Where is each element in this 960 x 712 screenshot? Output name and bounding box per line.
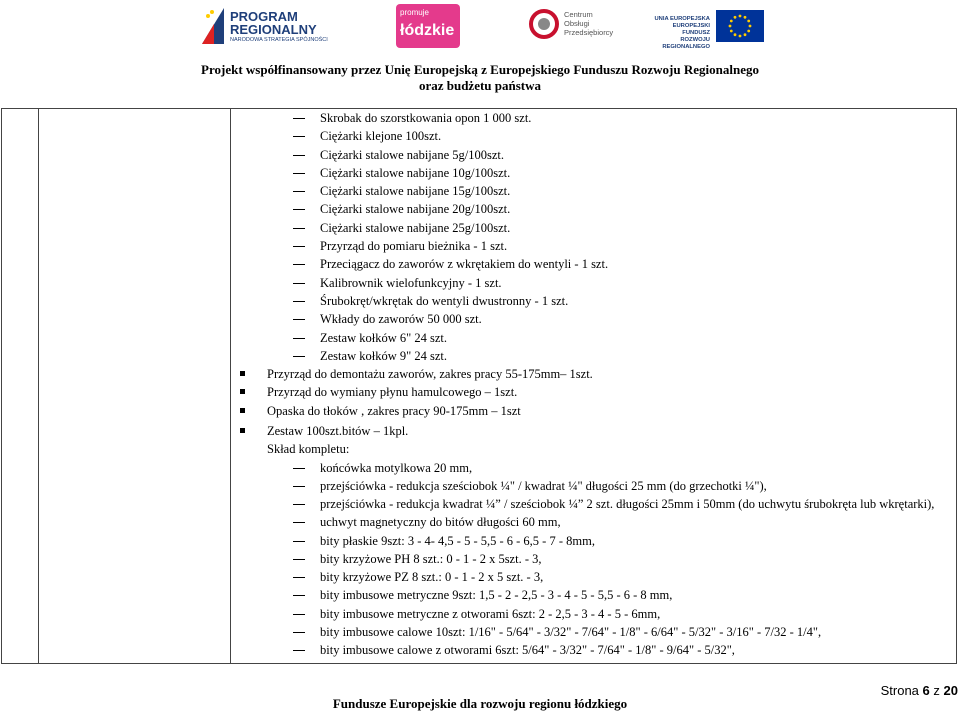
list-item	[238, 513, 953, 531]
dash-bullet-icon	[293, 301, 305, 302]
dash-bullet-icon	[293, 650, 305, 651]
list-item-text: Ciężarki stalowe nabijane 10g/100szt.	[320, 165, 511, 180]
list-item	[238, 550, 953, 568]
lodzkie-top-label: promuje	[400, 8, 429, 17]
list-item	[238, 495, 953, 513]
dash-bullet-icon	[293, 191, 305, 192]
dash-bullet-icon	[293, 559, 305, 560]
program-regionalny-logo	[200, 4, 328, 48]
list-item	[238, 365, 953, 383]
list-item-text: Skrobak do szorstkowania opon 1 000 szt.	[320, 111, 532, 125]
list-item-text: bity krzyżowe PZ 8 szt.: 0 - 1 - 2 x 5 szt. - 3,	[320, 570, 544, 585]
list-item-text: Ciężarki stalowe nabijane 5g/100szt.	[320, 147, 504, 162]
centrum-obslugi-logo	[528, 4, 628, 48]
eu-logo	[644, 4, 764, 48]
list-item	[238, 164, 953, 182]
list-item	[238, 237, 953, 255]
list-item-text: bity imbusowe metryczne z otworami 6szt: 2 - 2,5 - 3 - 4 - 5 - 6mm,	[320, 606, 661, 621]
lodzkie-logo	[396, 4, 460, 48]
list-item	[238, 182, 953, 200]
list-item	[238, 347, 953, 365]
list-item-text: Zestaw kołków 6" 24 szt.	[320, 330, 447, 345]
dash-bullet-icon	[293, 338, 305, 339]
eu-flag-icon	[716, 10, 764, 42]
dash-bullet-icon	[293, 118, 305, 119]
list-item-text: Zestaw 100szt.bitów – 1kpl.	[267, 424, 409, 439]
list-item	[238, 200, 953, 218]
list-item	[238, 402, 953, 420]
list-item	[238, 477, 953, 495]
list-item-text: Ciężarki stalowe nabijane 15g/100szt.	[320, 184, 511, 199]
dash-bullet-icon	[293, 356, 305, 357]
square-bullet-icon	[240, 389, 245, 394]
centrum-line2: Obsługi	[564, 19, 590, 28]
list-item-text: bity imbusowe calowe 10szt: 1/16" - 5/64" - 3/32" - 7/64" - 1/8" - 6/64" - 5/32" - 3/16" - 7/32 - 1/4",	[320, 625, 822, 640]
list-item-text: bity krzyżowe PH 8 szt.: 0 - 1 - 2 x 5szt. - 3,	[320, 551, 542, 566]
list-item	[238, 641, 953, 659]
dash-bullet-icon	[293, 541, 305, 542]
list-item	[238, 623, 953, 641]
list-item-text: Przyrząd do demontażu zaworów, zakres pracy 55-175mm– 1szt.	[267, 367, 593, 382]
list-item-text: Kalibrownik wielofunkcyjny - 1 szt.	[320, 275, 502, 290]
list-item-text: Przyrząd do wymiany płynu hamulcowego – 1szt.	[267, 385, 518, 400]
program-sub-label: NARODOWA STRATEGIA SPÓJNOŚCI	[230, 37, 328, 43]
list-item	[238, 329, 953, 347]
list-item-text: Opaska do tłoków , zakres pracy 90-175mm – 1szt	[267, 403, 521, 418]
square-bullet-icon	[240, 428, 245, 433]
list-item-text: przejściówka - redukcja kwadrat ¼” / sześciobok ¼” 2 szt. długości 25mm i 50mm (do uchwytu śrubokręta lub wkrętarki),	[320, 497, 935, 512]
equipment-list	[238, 109, 953, 660]
dash-bullet-icon	[293, 228, 305, 229]
project-title-line1: Projekt współfinansowany przez Unię Europejską z Europejskiego Funduszu Rozwoju Regionalnego	[201, 62, 759, 77]
dash-bullet-icon	[293, 504, 305, 505]
square-bullet-icon	[240, 371, 245, 376]
footer-funds-text: Fundusze Europejskie dla rozwoju regionu łódzkiego	[332, 696, 628, 711]
list-item	[238, 255, 953, 273]
dash-bullet-icon	[293, 209, 305, 210]
table-column-divider	[230, 108, 231, 664]
lodzkie-main-label: łódzkie	[400, 22, 455, 39]
dash-bullet-icon	[293, 173, 305, 174]
list-item-text: Wkłady do zaworów 50 000 szt.	[320, 312, 482, 327]
dash-bullet-icon	[293, 486, 305, 487]
list-item-text: Zestaw kołków 9" 24 szt.	[320, 348, 447, 363]
list-item	[238, 146, 953, 164]
logo-bar	[0, 0, 960, 52]
dash-bullet-icon	[293, 577, 305, 578]
list-item	[238, 605, 953, 623]
list-item	[238, 127, 953, 145]
list-item	[238, 383, 953, 401]
list-item-text: bity imbusowe calowe z otworami 6szt: 5/64" - 3/32" - 7/64" - 1/8" - 9/64" - 5/32",	[320, 643, 735, 658]
list-item-text: przejściówka - redukcja sześciobok ¼" / kwadrat ¼" długości 25 mm (do grzechotki ¼"),	[320, 478, 767, 493]
list-item	[238, 219, 953, 237]
centrum-line3: Przedsiębiorcy	[564, 28, 614, 37]
list-item-text: bity płaskie 9szt: 3 - 4- 4,5 - 5 - 5,5 - 6 - 6,5 - 7 - 8mm,	[320, 533, 595, 548]
dash-bullet-icon	[293, 136, 305, 137]
page-number: Strona 6 z 20	[880, 683, 958, 698]
dash-bullet-icon	[293, 246, 305, 247]
list-item-text: Ciężarki stalowe nabijane 20g/100szt.	[320, 202, 511, 217]
ue-line3: ROZWOJU REGIONALNEGO	[662, 37, 710, 50]
ue-line2: EUROPEJSKI FUNDUSZ	[672, 23, 710, 36]
list-item-text: uchwyt magnetyczny do bitów długości 60 mm,	[320, 515, 561, 530]
list-item-text: Śrubokręt/wkrętak do wentyli dwustronny - 1 szt.	[320, 293, 569, 308]
list-item-text: Ciężarki klejone 100szt.	[320, 129, 442, 144]
dash-bullet-icon	[293, 319, 305, 320]
dash-bullet-icon	[293, 614, 305, 615]
regionalny-label: REGIONALNY	[230, 22, 317, 37]
list-item	[238, 109, 953, 127]
list-item-text: końcówka motylkowa 20 mm,	[320, 460, 473, 475]
list-item-text: Przyrząd do pomiaru bieżnika - 1 szt.	[320, 239, 508, 254]
list-item	[238, 310, 953, 328]
list-item-text: Przeciągacz do zaworów z wkrętakiem do wentyli - 1 szt.	[320, 257, 609, 272]
square-bullet-icon	[240, 408, 245, 413]
list-item	[238, 532, 953, 550]
centrum-ring-icon	[528, 8, 560, 40]
dash-bullet-icon	[293, 468, 305, 469]
list-item	[238, 440, 953, 458]
list-item	[238, 568, 953, 586]
list-item-text: Skład kompletu:	[267, 442, 350, 457]
dash-bullet-icon	[293, 264, 305, 265]
list-item	[238, 586, 953, 604]
ue-line1: UNIA EUROPEJSKA	[654, 16, 710, 22]
project-cofinancing-title	[0, 62, 960, 94]
list-item	[238, 292, 953, 310]
list-item	[238, 422, 953, 440]
list-item	[238, 274, 953, 292]
program-label: PROGRAM	[230, 9, 298, 24]
dash-bullet-icon	[293, 632, 305, 633]
dash-bullet-icon	[293, 283, 305, 284]
dash-bullet-icon	[293, 522, 305, 523]
program-regionalny-mark-icon	[200, 6, 226, 46]
list-item	[238, 459, 953, 477]
table-column-divider	[38, 108, 39, 664]
dash-bullet-icon	[293, 595, 305, 596]
list-item-text: Ciężarki stalowe nabijane 25g/100szt.	[320, 220, 511, 235]
list-item-text: bity imbusowe metryczne 9szt: 1,5 - 2 - 2,5 - 3 - 4 - 5 - 5,5 - 6 - 8 mm,	[320, 588, 673, 603]
dash-bullet-icon	[293, 155, 305, 156]
project-title-line2: oraz budżetu państwa	[418, 78, 542, 93]
centrum-line1: Centrum	[564, 10, 593, 19]
